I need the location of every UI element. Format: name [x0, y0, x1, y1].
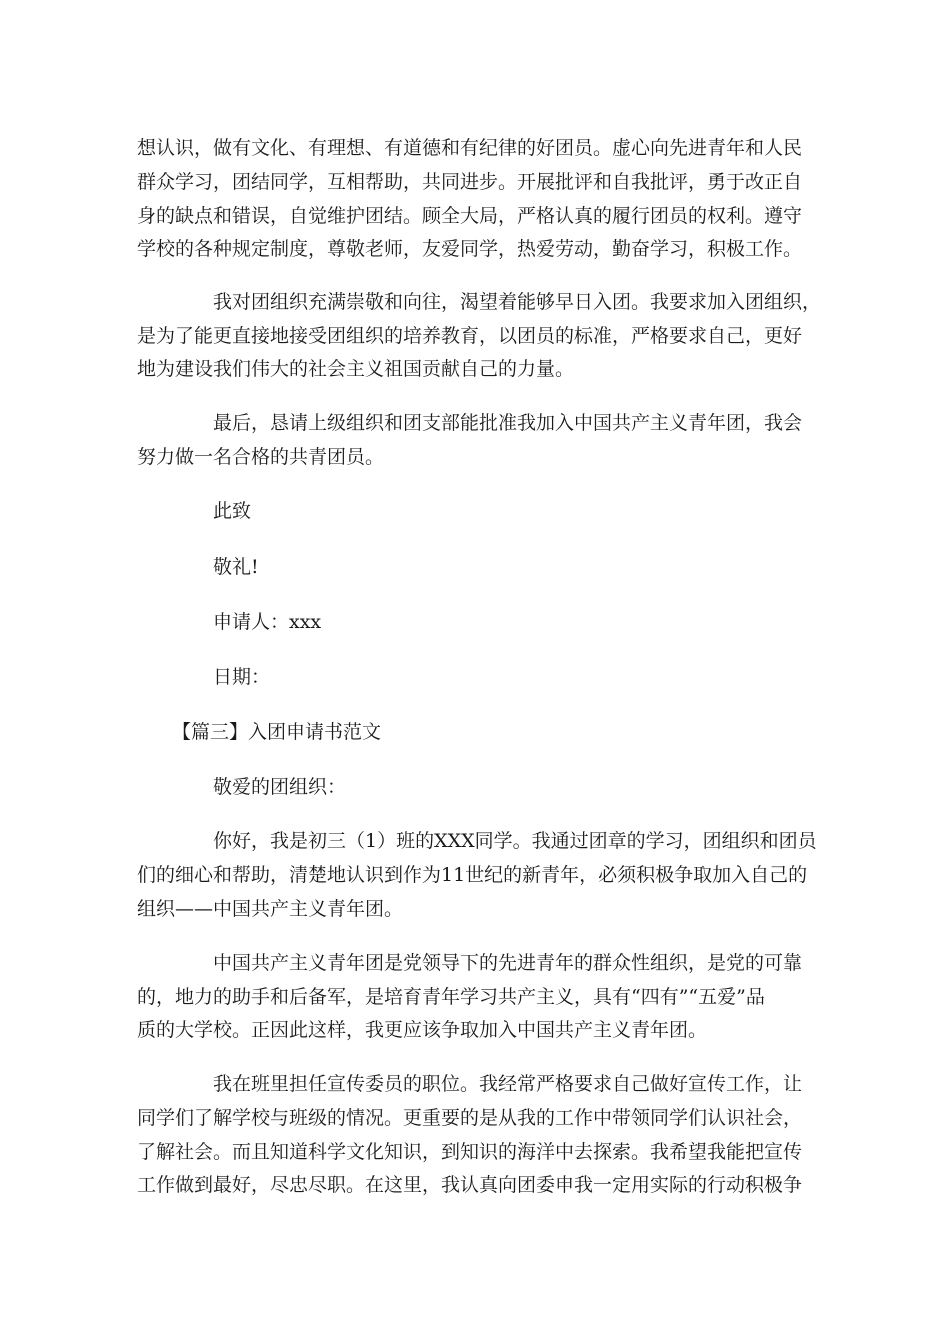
para6-line-3: 了解社会。而且知道科学文化知识，到知识的海洋中去探索。我希望我能把宣传: [137, 1141, 803, 1163]
applicant-line: 申请人：xxx: [213, 611, 322, 633]
section-title: 【篇三】入团申请书范文: [172, 721, 382, 743]
para3-line-1: 最后，恳请上级组织和团支部能批准我加入中国共产主义青年团，我会: [213, 412, 803, 434]
para5-line-1: 中国共产主义青年团是党领导下的先进青年的群众性组织，是党的可靠: [213, 952, 803, 974]
para1-line-2: 群众学习，团结同学，互相帮助，共同进步。开展批评和自我批评，勇于改正自: [137, 171, 803, 193]
para1-line-4: 学校的各种规定制度，尊敬老师，友爱同学，热爱劳动，勤奋学习，积极工作。: [137, 238, 803, 260]
salutation: 敬爱的团组织：: [213, 776, 347, 798]
para2-line-3: 地为建设我们伟大的社会主义祖国贡献自己的力量。: [137, 358, 575, 380]
para4-line-2: 们的细心和帮助，清楚地认识到作为11世纪的新青年，必须积极争取加入自己的: [137, 864, 808, 886]
para4-line-1: 你好，我是初三（1）班的XXX同学。我通过团章的学习，团组织和团员: [213, 830, 817, 852]
closing-jingli: 敬礼!: [213, 556, 259, 578]
para2-line-2: 是为了能更直接地接受团组织的培养教育，以团员的标准，严格要求自己，更好: [137, 325, 803, 347]
para6-line-2: 同学们了解学校与班级的情况。更重要的是从我的工作中带领同学们认识社会，: [137, 1107, 803, 1129]
para2-line-1: 我对团组织充满崇敬和向往，渴望着能够早日入团。我要求加入团组织，: [213, 291, 822, 313]
para6-line-1: 我在班里担任宣传委员的职位。我经常严格要求自己做好宣传工作，让: [213, 1073, 803, 1095]
para5-line-2: 的，地力的助手和后备军，是培育青年学习共产主义，具有“四有”“五爱”品: [137, 986, 765, 1008]
para6-line-4: 工作做到最好，尽忠尽职。在这里，我认真向团委申我一定用实际的行动积极争: [137, 1174, 803, 1196]
para5-line-3: 质的大学校。正因此这样，我更应该争取加入中国共产主义青年团。: [137, 1019, 708, 1041]
closing-cizhi: 此致: [213, 500, 252, 522]
para1-line-3: 身的缺点和错误，自觉维护团结。顾全大局，严格认真的履行团员的权利。遵守: [137, 205, 803, 227]
para1-line-1: 想认识，做有文化、有理想、有道德和有纪律的好团员。虚心向先进青年和人民: [137, 137, 803, 159]
para4-line-3: 组织——中国共产主义青年团。: [137, 898, 404, 920]
date-line: 日期：: [213, 666, 271, 688]
para3-line-2: 努力做一名合格的共青团员。: [137, 446, 385, 468]
